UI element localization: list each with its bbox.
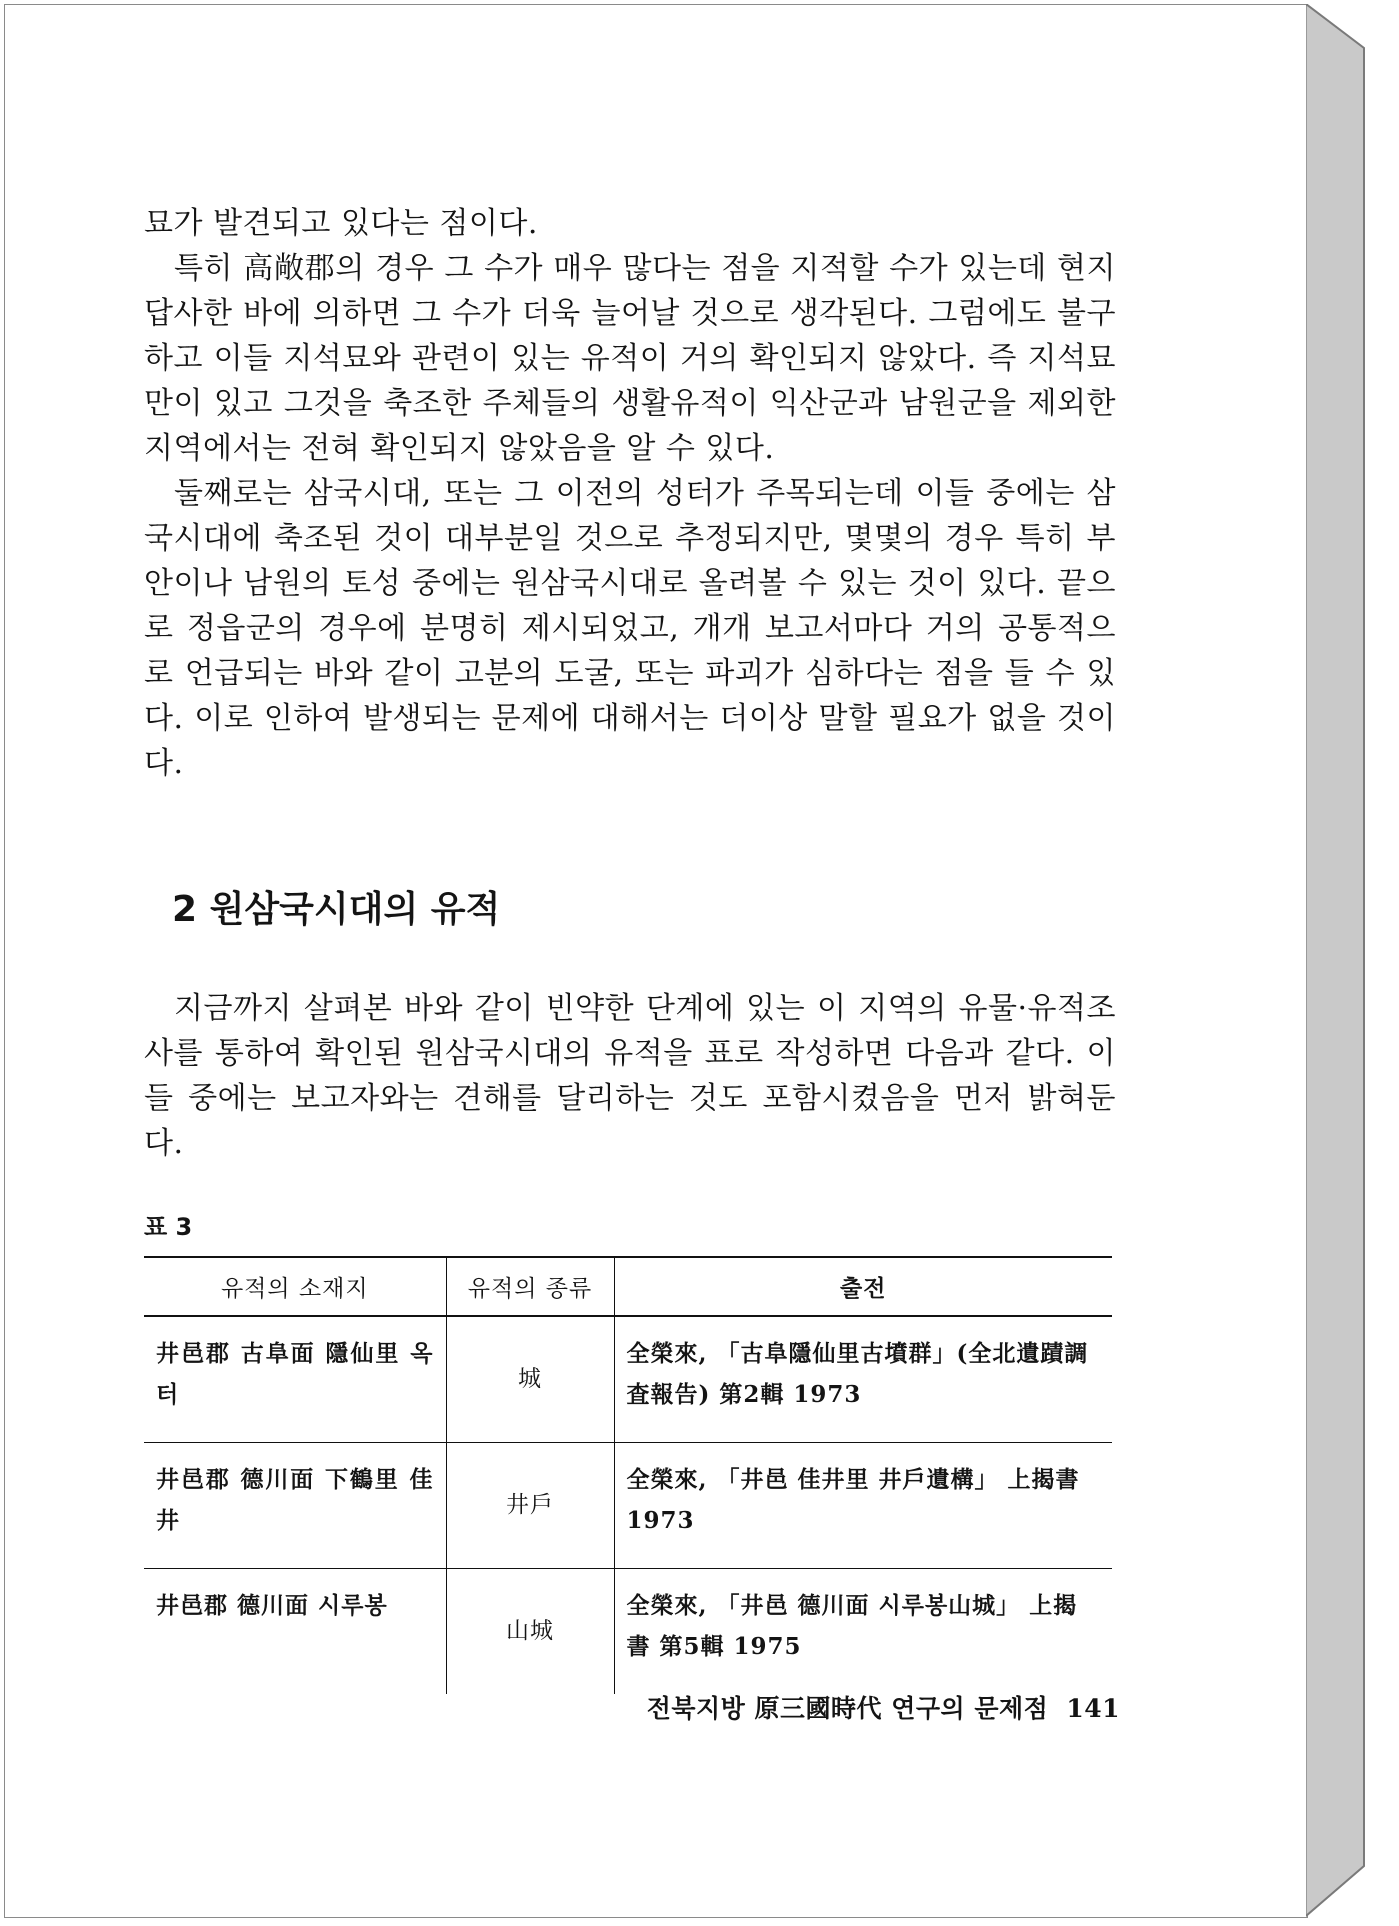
running-footer	[600, 1689, 1120, 1729]
cell-type: 山城	[446, 1569, 614, 1695]
cell-source: 全榮來, 「古阜隱仙里古墳群」(全北遺蹟調査報告) 第2輯 1973	[614, 1316, 1112, 1443]
section-paragraph: 지금까지 살펴본 바와 같이 빈약한 단계에 있는 이 지역의 유물·유적조사를 통하여 확인된 원삼국시대의 유적을 표로 작성하면 다음과 같다. 이들 중에는 보고자와는 견해를 달리하는 것도 포함시켰음을 먼저 밝혀둔다.	[144, 991, 1116, 1161]
sites-table	[144, 1256, 1112, 1694]
cell-location: 井邑郡 古阜面 隱仙里 옥터	[144, 1316, 446, 1443]
paragraph-continued: 묘가 발견되고 있다는 점이다.	[144, 206, 538, 241]
cell-type: 城	[446, 1316, 614, 1443]
book-spine	[1306, 4, 1368, 1918]
cell-source: 全榮來, 「井邑 德川面 시루봉山城」 上揭書 第5輯 1975	[626, 1592, 1078, 1660]
section-heading: 2 원삼국시대의 유적	[172, 889, 501, 930]
page-number: 141	[1066, 1694, 1120, 1723]
header-location: 유적의 소재지	[144, 1257, 446, 1316]
cell-source: 全榮來, 「井邑 佳井里 井戶遺構」 上揭書 1973	[614, 1443, 1112, 1569]
page-content	[144, 201, 1116, 1694]
book-page	[4, 4, 1308, 1918]
spine-face	[1306, 4, 1364, 1916]
table-row	[144, 1443, 1112, 1569]
header-type: 유적의 종류	[446, 1257, 614, 1316]
table-row	[144, 1569, 1112, 1695]
cell-location: 井邑郡 德川面 下鶴里 佳井	[144, 1443, 446, 1569]
running-title: 전북지방 原三國時代 연구의 문제점	[646, 1694, 1049, 1723]
table-header-row	[144, 1257, 1112, 1316]
cell-location: 井邑郡 德川面 시루봉	[156, 1592, 388, 1619]
table-row	[144, 1316, 1112, 1443]
header-source: 출전	[614, 1257, 1112, 1316]
cell-type: 井戶	[446, 1443, 614, 1569]
paragraph-gochang: 특히 高敞郡의 경우 그 수가 매우 많다는 점을 지적할 수가 있는데 현지답사한 바에 의하면 그 수가 더욱 늘어날 것으로 생각된다. 그럼에도 불구하고 이들 지석묘와 관련이 있는 유적이 거의 확인되지 않았다. 즉 지석묘만이 있고 그것을 축조한 주체들의 생활유적이 익산군과 남원군을 제외한 지역에서는 전혀 확인되지 않았음을 알 수 있다.	[144, 251, 1116, 466]
section-heading-block	[144, 886, 1116, 934]
paragraph-fortress: 둘째로는 삼국시대, 또는 그 이전의 성터가 주목되는데 이들 중에는 삼국시대에 축조된 것이 대부분일 것으로 추정되지만, 몇몇의 경우 특히 부안이나 남원의 토성 중에는 원삼국시대로 올려볼 수 있는 것이 있다. 끝으로 정읍군의 경우에 분명히 제시되었고, 개개 보고서마다 거의 공통적으로 언급되는 바와 같이 고분의 도굴, 또는 파괴가 심하다는 점을 들 수 있다. 이로 인하여 발생되는 문제에 대해서는 더이상 말할 필요가 없을 것이다.	[144, 476, 1116, 781]
table-label: 표 3	[144, 1213, 193, 1241]
